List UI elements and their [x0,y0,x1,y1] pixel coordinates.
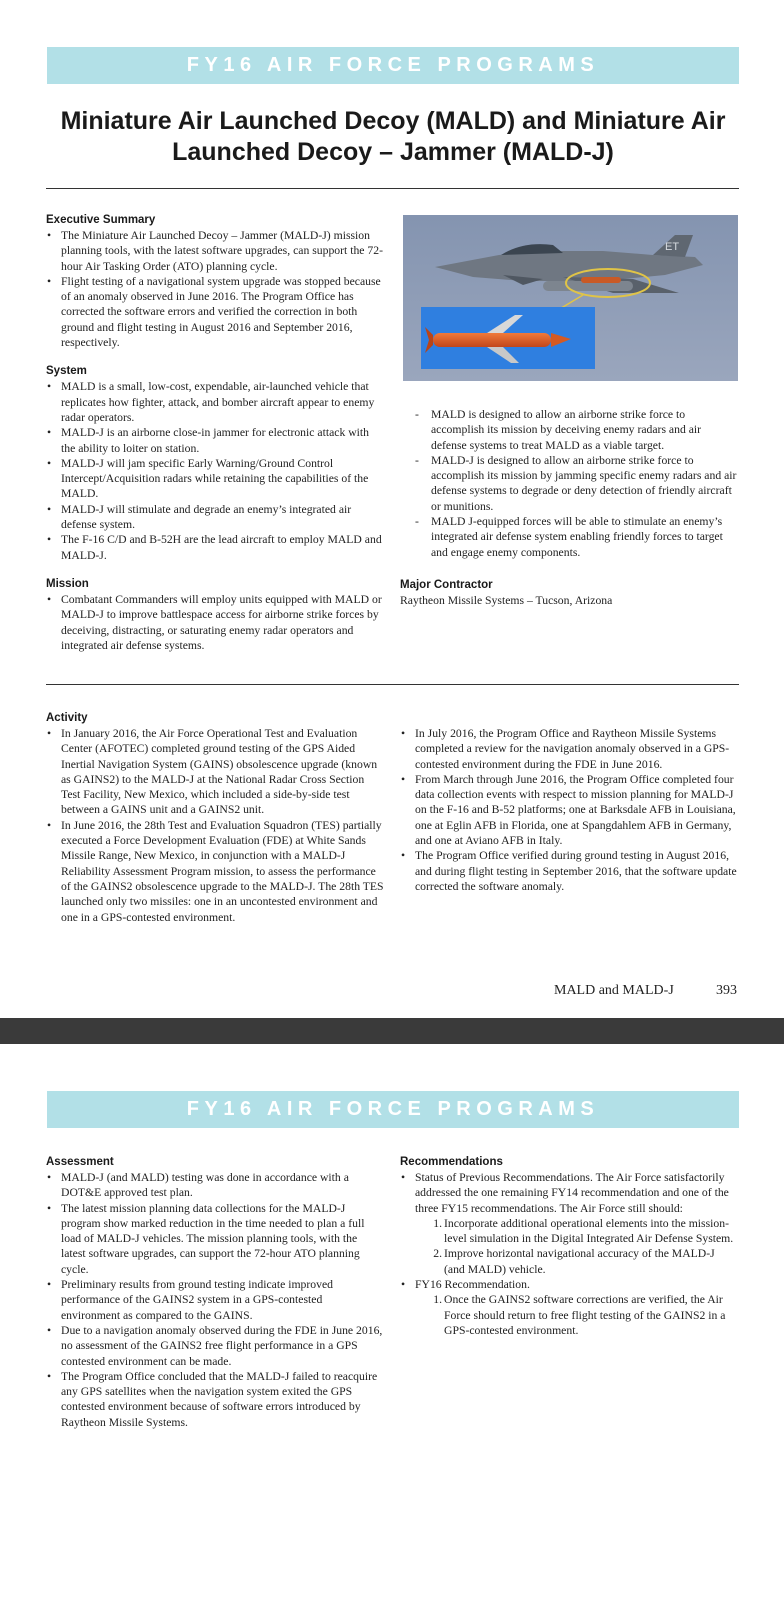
document-page-2 [0,1044,784,1600]
list-item: - MALD is designed to allow an airborne strike force to accomplish its mission by deceiving enemy radars and air defense systems to treat MALD as a viable target. [400,407,738,453]
list-item: • Flight testing of a navigational system upgrade was stopped because of an anomaly observed in June 2016. The Program Office has corrected the software errors and verified the correction in both ground and flight testing in August 2016 and September 2016, respectively. [46,274,384,350]
list-item: • The Program Office verified during ground testing in August 2016, and during flight testing in September 2016, that the software update corrected the software anomaly. [400,848,738,894]
activity-list-left [46,726,384,925]
list-item: • The Program Office concluded that the MALD-J failed to reacquire any GPS satellites when the navigation system exited the GPS contested environment because of software errors introduced by Raytheon Missile Systems. [46,1369,384,1430]
mission-list [46,592,384,653]
list-item: • In June 2016, the 28th Test and Evaluation Squadron (TES) partially executed a Force Development Evaluation (FDE) at White Sands Missile Range, New Mexico, in conjunction with a MALD-J Reliability Assessment Program mission, to assess the performance of the GAINS2 obsolescence upgrade to the MALD-J. The 28th TES launched only two missiles: one in an uncontested environment and one in a GPS-contested environment. [46,818,384,925]
status-numbered-list [415,1216,738,1277]
list-item: • MALD-J will jam specific Early Warning/Ground Control Intercept/Acquisition radars while retaining the capabilities of the MALD. [46,456,384,502]
f16-with-mald-image [403,215,738,381]
status-text: Status of Previous Recommendations. The Air Force satisfactorily addressed the one remaining FY14 recommendation and one of the three FY15 recommendations. The Air Force still should: [415,1171,729,1215]
list-item: • Preliminary results from ground testing indicate improved performance of the GAINS2 system in a GPS-contested environment as compared to the GAINS. [46,1277,384,1323]
section-banner: FY16 AIR FORCE PROGRAMS [47,1091,739,1128]
system-heading: System [46,365,87,378]
fy16-text: FY16 Recommendation. [415,1278,530,1292]
list-item: • The F-16 C/D and B-52H are the lead aircraft to employ MALD and MALD-J. [46,532,384,563]
list-item: • From March through June 2016, the Program Office completed four data collection events with respect to mission planning for MALD-J on the F-16 and B-52 platforms; one at Barksdale AFB in Louisiana, one at Eglin AFB in Florida, one at Spangdahlem AFB in Germany, and one at Aviano AFB in Italy. [400,772,738,848]
list-item: • Due to a navigation anomaly observed during the FDE in June 2016, no assessment of the GAINS2 free flight performance in a GPS contested environment can be made. [46,1323,384,1369]
mission-heading: Mission [46,577,89,590]
list-item: • In July 2016, the Program Office and Raytheon Missile Systems completed a review for the navigation anomaly observed in a GPS-contested environment during the FDE in June 2016. [400,726,738,772]
major-contractor-text: Raytheon Missile Systems – Tucson, Arizona [400,593,613,607]
list-item: • In January 2016, the Air Force Operational Test and Evaluation Center (AFOTEC) completed ground testing of the GPS Aided Inertial Navigation System (GAINS) obsolescence upgrade (known as GAINS2) to the MALD-J at the National Radar Cross Section Test Facility, New Mexico, which included a side-by-side test between a GAINS unit and a GAINS2 unit. [46,726,384,818]
activity-right-column [400,726,738,894]
footer-label: MALD and MALD-J [554,983,674,998]
list-item: • MALD-J (and MALD) testing was done in accordance with a DOT&E approved test plan. [46,1170,384,1201]
list-item: - MALD J-equipped forces will be able to stimulate an enemy’s integrated air defense system enabling friendly forces to target and engage enemy components. [400,514,738,560]
major-contractor-heading: Major Contractor [400,578,493,591]
system-sub-list [400,407,738,560]
list-item: • MALD-J will stimulate and degrade an enemy’s integrated air defense system. [46,502,384,533]
svg-text:ET: ET [665,241,680,253]
list-item [400,1170,738,1277]
list-item: • The Miniature Air Launched Decoy – Jammer (MALD-J) mission planning tools, with the latest software upgrades, can support the 72-hour Air Tasking Order (ATO) planning cycle. [46,228,384,274]
list-item: • MALD is a small, low-cost, expendable, air-launched vehicle that replicates how fighter, attack, and bomber aircraft appear to enemy radar operators. [46,379,384,425]
numbered-item: 2. Improve horizontal navigational accuracy of the MALD-J (and MALD) vehicle. [433,1247,715,1276]
activity-left-column [46,711,384,925]
list-item: • Combatant Commanders will employ units equipped with MALD or MALD-J to improve battlespace access for airborne strike forces by deceiving, distracting, or saturating enemy radar operators and integrated air defense systems. [46,592,384,653]
aircraft-photo [403,215,738,381]
right-column-top [400,407,738,608]
page-title: Miniature Air Launched Decoy (MALD) and Miniature Air Launched Decoy – Jammer (MALD-J) [60,107,726,166]
assessment-heading: Assessment [46,1156,114,1168]
section-divider [46,684,739,685]
section-banner: FY16 AIR FORCE PROGRAMS [47,47,739,84]
executive-summary-heading: Executive Summary [46,214,156,226]
numbered-item: 1. Incorporate additional operational elements into the mission-level simulation in the Digital Integrated Air Defense System. [433,1216,734,1246]
activity-list-right [400,726,738,894]
list-item [400,1277,738,1338]
assessment-list [46,1170,384,1430]
recommendations-heading: Recommendations [400,1156,503,1168]
activity-heading: Activity [46,712,88,724]
fy16-numbered-list [415,1292,738,1338]
executive-summary-list [46,228,384,350]
mald-inset [421,307,595,369]
left-column-top [46,213,384,653]
list-item: - MALD-J is designed to allow an airborne strike force to accomplish its mission by jamming specific enemy radars and air defense systems to degrade or deny detection of friendly aircraft or munitions. [400,453,738,514]
title-divider [46,188,739,189]
recommendations-column [400,1155,738,1338]
page-number: 393 [716,983,737,998]
list-item: • The latest mission planning data collections for the MALD-J program show marked reduction in the time needed to plan a full load of MALD-J vehicles. The mission planning tools, with the latest software upgrades, can support the 72-hour ATO planning cycle. [46,1201,384,1277]
recommendations-list [400,1170,738,1338]
assessment-column [46,1155,384,1430]
system-list [46,379,384,563]
numbered-item: 1. Once the GAINS2 software corrections are verified, the Air Force should return to free flight testing of the GAINS2 in a GPS-contested environment. [433,1293,726,1337]
list-item: • MALD-J is an airborne close-in jammer for electronic attack with the ability to loiter on station. [46,425,384,456]
